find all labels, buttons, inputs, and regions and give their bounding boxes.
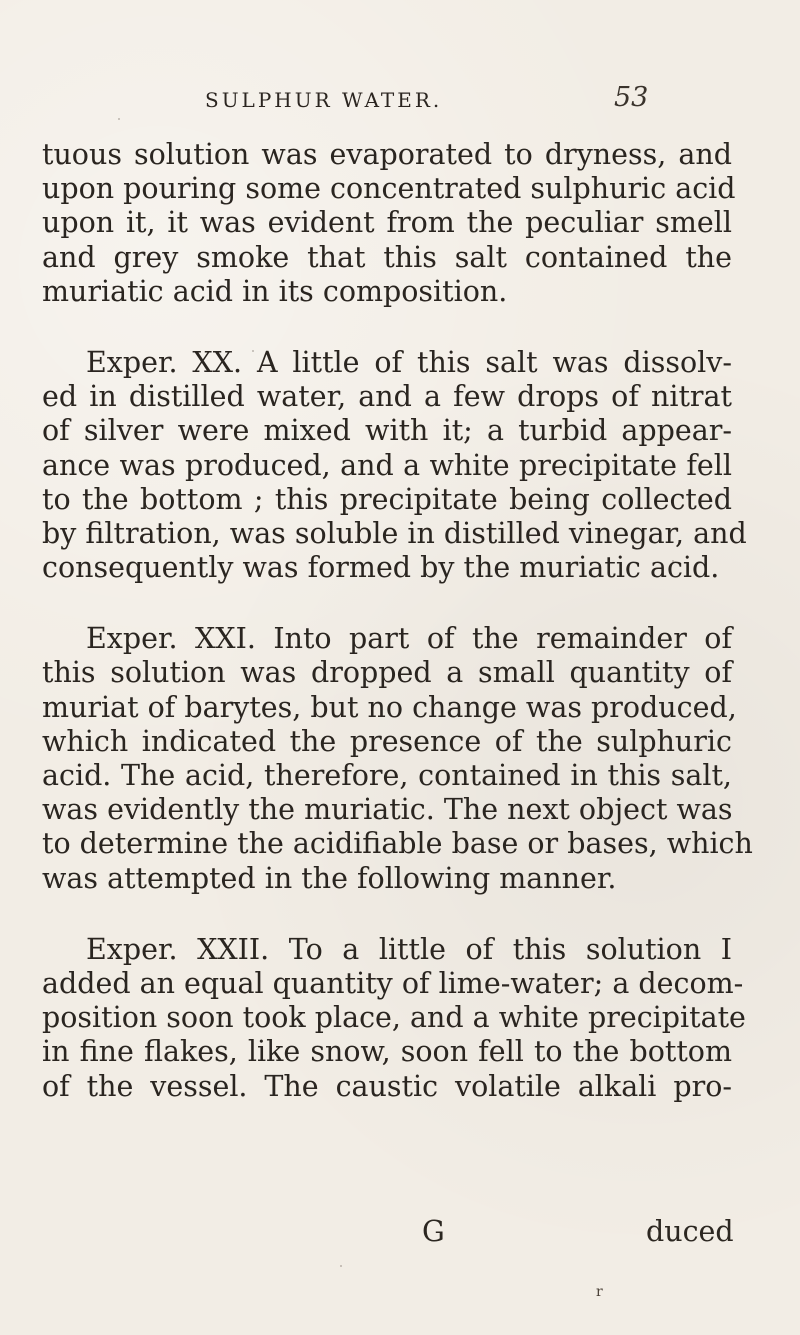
text-line: muriat of barytes, but no change was produced, xyxy=(42,690,737,724)
page-number: 53 xyxy=(614,82,649,113)
paper-speck xyxy=(340,1265,342,1267)
text-line: this solution was dropped a small quantity of xyxy=(42,656,732,690)
text-line: to determine the acidifiable base or bases, which xyxy=(42,827,753,861)
text-line: added an equal quantity of lime-water; a decom- xyxy=(42,966,744,1000)
text-line: was attempted in the following manner. xyxy=(42,861,617,895)
text-line: of silver were mixed with it; a turbid appear- xyxy=(42,414,732,448)
text-line: ance was produced, and a white precipitate fell xyxy=(42,448,732,482)
page-header xyxy=(0,82,800,118)
paragraph-exper-xxi xyxy=(42,622,753,896)
running-title: SULPHUR WATER. xyxy=(205,88,443,112)
text-line: position soon took place, and a white precipitate xyxy=(42,1001,746,1035)
text-line: was evidently the muriatic. The next object was xyxy=(42,793,733,827)
text-line: upon it, it was evident from the peculiar smell xyxy=(42,206,732,240)
text-line: tuous solution was evaporated to dryness, and xyxy=(42,138,732,171)
text-line: Exper. XXII. To a little of this solution I xyxy=(86,932,732,966)
paragraph-exper-xxii xyxy=(42,932,746,1104)
paper-speck xyxy=(252,350,254,352)
text-line: which indicated the presence of the sulphuric xyxy=(42,724,732,758)
paper-speck xyxy=(650,1230,652,1232)
text-line: Exper. XX. A little of this salt was dissolv- xyxy=(86,345,732,379)
text-line: by filtration, was soluble in distilled vinegar, and xyxy=(42,516,747,550)
text-line: in fine flakes, like snow, soon fell to the bottom xyxy=(42,1035,732,1069)
paper-speck xyxy=(118,118,120,120)
text-line: of the vessel. The caustic volatile alkali pro- xyxy=(42,1069,732,1103)
page-footer xyxy=(0,1215,800,1251)
catchword: duced xyxy=(646,1215,734,1248)
text-line: upon pouring some concentrated sulphuric acid xyxy=(42,172,736,206)
text-line: muriatic acid in its composition. xyxy=(42,274,508,308)
text-line: to the bottom ; this precipitate being collected xyxy=(42,482,732,516)
paragraph-exper-xx xyxy=(42,345,747,585)
text-line: Exper. XXI. Into part of the remainder of xyxy=(86,622,732,656)
stray-mark: r xyxy=(596,1284,603,1300)
paper-speck xyxy=(672,560,674,562)
text-line: ed in distilled water, and a few drops of nitrat xyxy=(42,380,732,414)
text-line: and grey smoke that this salt contained the xyxy=(42,240,732,274)
paragraph-continuation xyxy=(42,138,736,309)
signature-mark: G xyxy=(422,1215,445,1248)
body-text xyxy=(42,138,753,1141)
text-line: acid. The acid, therefore, contained in this salt, xyxy=(42,759,732,792)
text-line: consequently was formed by the muriatic acid. xyxy=(42,551,720,585)
